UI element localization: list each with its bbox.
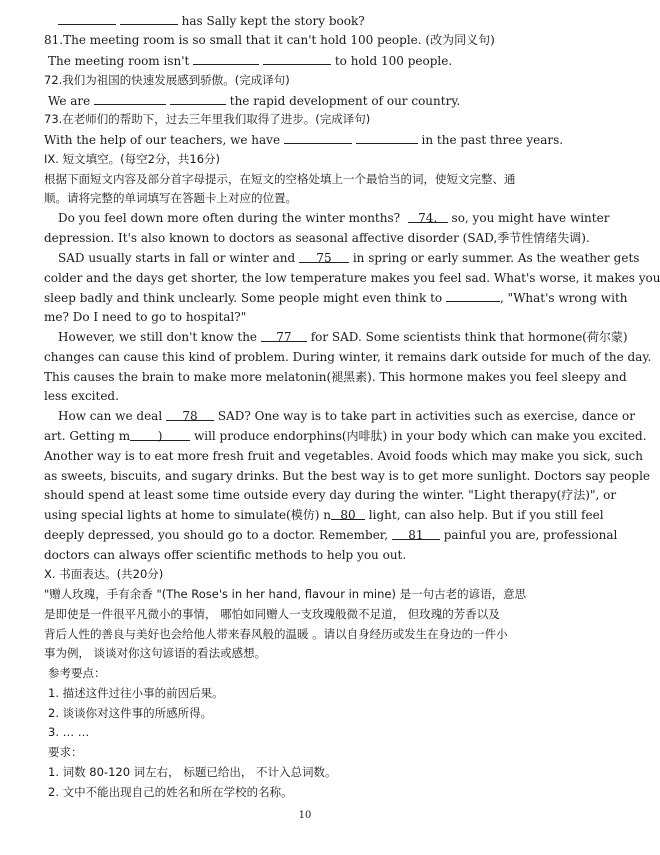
passage-line: less excited. bbox=[44, 389, 119, 403]
question-72-answer: We are the rapid development of our country. bbox=[48, 94, 461, 108]
passage-line: me? Do I need to go to hospital?" bbox=[44, 310, 247, 324]
question-81-answer: The meeting room isn't to hold 100 people. bbox=[48, 54, 453, 68]
blank-78[interactable]: 78 bbox=[166, 408, 214, 421]
answer-blank[interactable] bbox=[284, 131, 352, 144]
writing-prompt-line: "赠人玫瑰，手有余香 "(The Rose's in her hand, flavour in mine) 是一句古老的谚语，意思 bbox=[44, 587, 527, 601]
passage-line: doctors can always offer scientific methods to help you out. bbox=[44, 548, 407, 562]
writing-prompt-line: 事为例， 谈谈对你这句谚语的看法或感想。 bbox=[44, 646, 267, 660]
reference-point-item: 1. 描述这件过往小事的前因后果。 bbox=[48, 686, 224, 700]
answer-blank[interactable] bbox=[170, 92, 226, 105]
answer-blank[interactable] bbox=[193, 52, 259, 65]
passage-line: How can we deal 78 SAD? One way is to take part in activities such as exercise, dance or bbox=[58, 409, 635, 423]
passage-line: using special lights at home to simulate(模仿) n 80 light, can also help. But if you still feel bbox=[44, 508, 604, 522]
passage-line: However, we still don't know the 77 for SAD. Some scientists think that hormone(荷尔蒙) bbox=[58, 330, 628, 344]
passage-line: Another way is to eat more fresh fruit and vegetables. Avoid foods which may make you sick, such bbox=[44, 449, 643, 463]
section-ix-instructions-cont: 顺。请将完整的单词填写在答题卡上对应的位置。 bbox=[44, 191, 297, 205]
requirement-item: 1. 词数 80-120 词左右， 标题已给出， 不计入总词数。 bbox=[48, 765, 337, 779]
section-x-heading: X. 书面表达。(共20分) bbox=[44, 567, 164, 581]
reference-point-item: 2. 谈谈你对这件事的所感所得。 bbox=[48, 706, 213, 720]
blank-74[interactable]: 74. bbox=[408, 210, 448, 223]
answer-blank[interactable] bbox=[120, 12, 178, 25]
passage-line: depression. It's also known to doctors as seasonal affective disorder (SAD,季节性情绪失调). bbox=[44, 231, 590, 245]
passage-line: colder and the days get shorter, the low temperature makes you feel sad. What's worse, it makes you bbox=[44, 271, 660, 285]
answer-blank[interactable] bbox=[263, 52, 331, 65]
section-ix-instructions: 根据下面短文内容及部分首字母提示，在短文的空格处填上一个最恰当的词，使短文完整、通 bbox=[44, 172, 516, 186]
blank-81[interactable]: 81 bbox=[392, 527, 440, 540]
blank-77[interactable]: 77 bbox=[261, 329, 307, 342]
passage-line: changes can cause this kind of problem. During winter, it remains dark outside for much of the day. bbox=[44, 350, 652, 364]
question-81-prompt: 81.The meeting room is so small that it can't hold 100 people. (改为同义句) bbox=[44, 33, 495, 47]
writing-prompt-line: 是即使是一件很平凡微小的事情， 哪怕如同赠人一支玫瑰般微不足道， 但玫瑰的芳香以及 bbox=[44, 607, 500, 621]
passage-line: SAD usually starts in fall or winter and 75 in spring or early summer. As the weather gets bbox=[58, 251, 640, 265]
writing-prompt-line: 背后人性的善良与美好也会给他人带来春风般的温暖 。请以自身经历或发生在身边的一件小 bbox=[44, 627, 508, 641]
passage-line: art. Getting m ) will produce endorphins(内啡肽) in your body which can make you excited. bbox=[44, 429, 647, 443]
blank-80[interactable]: 80 bbox=[331, 507, 365, 520]
passage-line: This causes the brain to make more melatonin(褪黑素). This hormone makes you feel sleepy and bbox=[44, 370, 627, 384]
question-70-tail: has Sally kept the story book? bbox=[58, 12, 598, 29]
requirement-item: 2. 文中不能出现自己的姓名和所在学校的名称。 bbox=[48, 785, 293, 799]
question-72-prompt: 72.我们为祖国的快速发展感到骄傲。(完成译句) bbox=[44, 73, 290, 87]
passage-line: deeply depressed, you should go to a doctor. Remember, 81 painful you are, professional bbox=[44, 528, 618, 542]
passage-line: as sweets, biscuits, and sugary drinks. But the best way is to get more sunlight. Doctors say people bbox=[44, 469, 651, 483]
answer-blank[interactable] bbox=[58, 12, 116, 25]
blank-79[interactable]: ) bbox=[130, 428, 190, 441]
page-number: 10 bbox=[298, 810, 312, 821]
answer-blank[interactable] bbox=[356, 131, 418, 144]
passage-line: sleep badly and think unclearly. Some people might even think to , "What's wrong with bbox=[44, 291, 628, 305]
question-73-answer: With the help of our teachers, we have in the past three years. bbox=[44, 133, 564, 147]
passage-line: should spend at least some time outside every day during the winter. "Light therapy(疗法)", or bbox=[44, 488, 617, 502]
requirements-heading: 要求： bbox=[48, 745, 83, 759]
reference-point-item: 3. … … bbox=[48, 725, 90, 739]
answer-blank[interactable] bbox=[94, 92, 166, 105]
passage-line: Do you feel down more often during the winter months? 74. so, you might have winter bbox=[58, 211, 610, 225]
blank-75[interactable]: 75 bbox=[299, 250, 349, 263]
blank-76[interactable] bbox=[446, 289, 500, 302]
reference-points-heading: 参考要点： bbox=[48, 666, 106, 680]
question-73-prompt: 73.在老师们的帮助下，过去三年里我们取得了进步。(完成译句) bbox=[44, 112, 371, 126]
section-ix-heading: IX. 短文填空。(每空2分，共16分) bbox=[44, 152, 221, 166]
